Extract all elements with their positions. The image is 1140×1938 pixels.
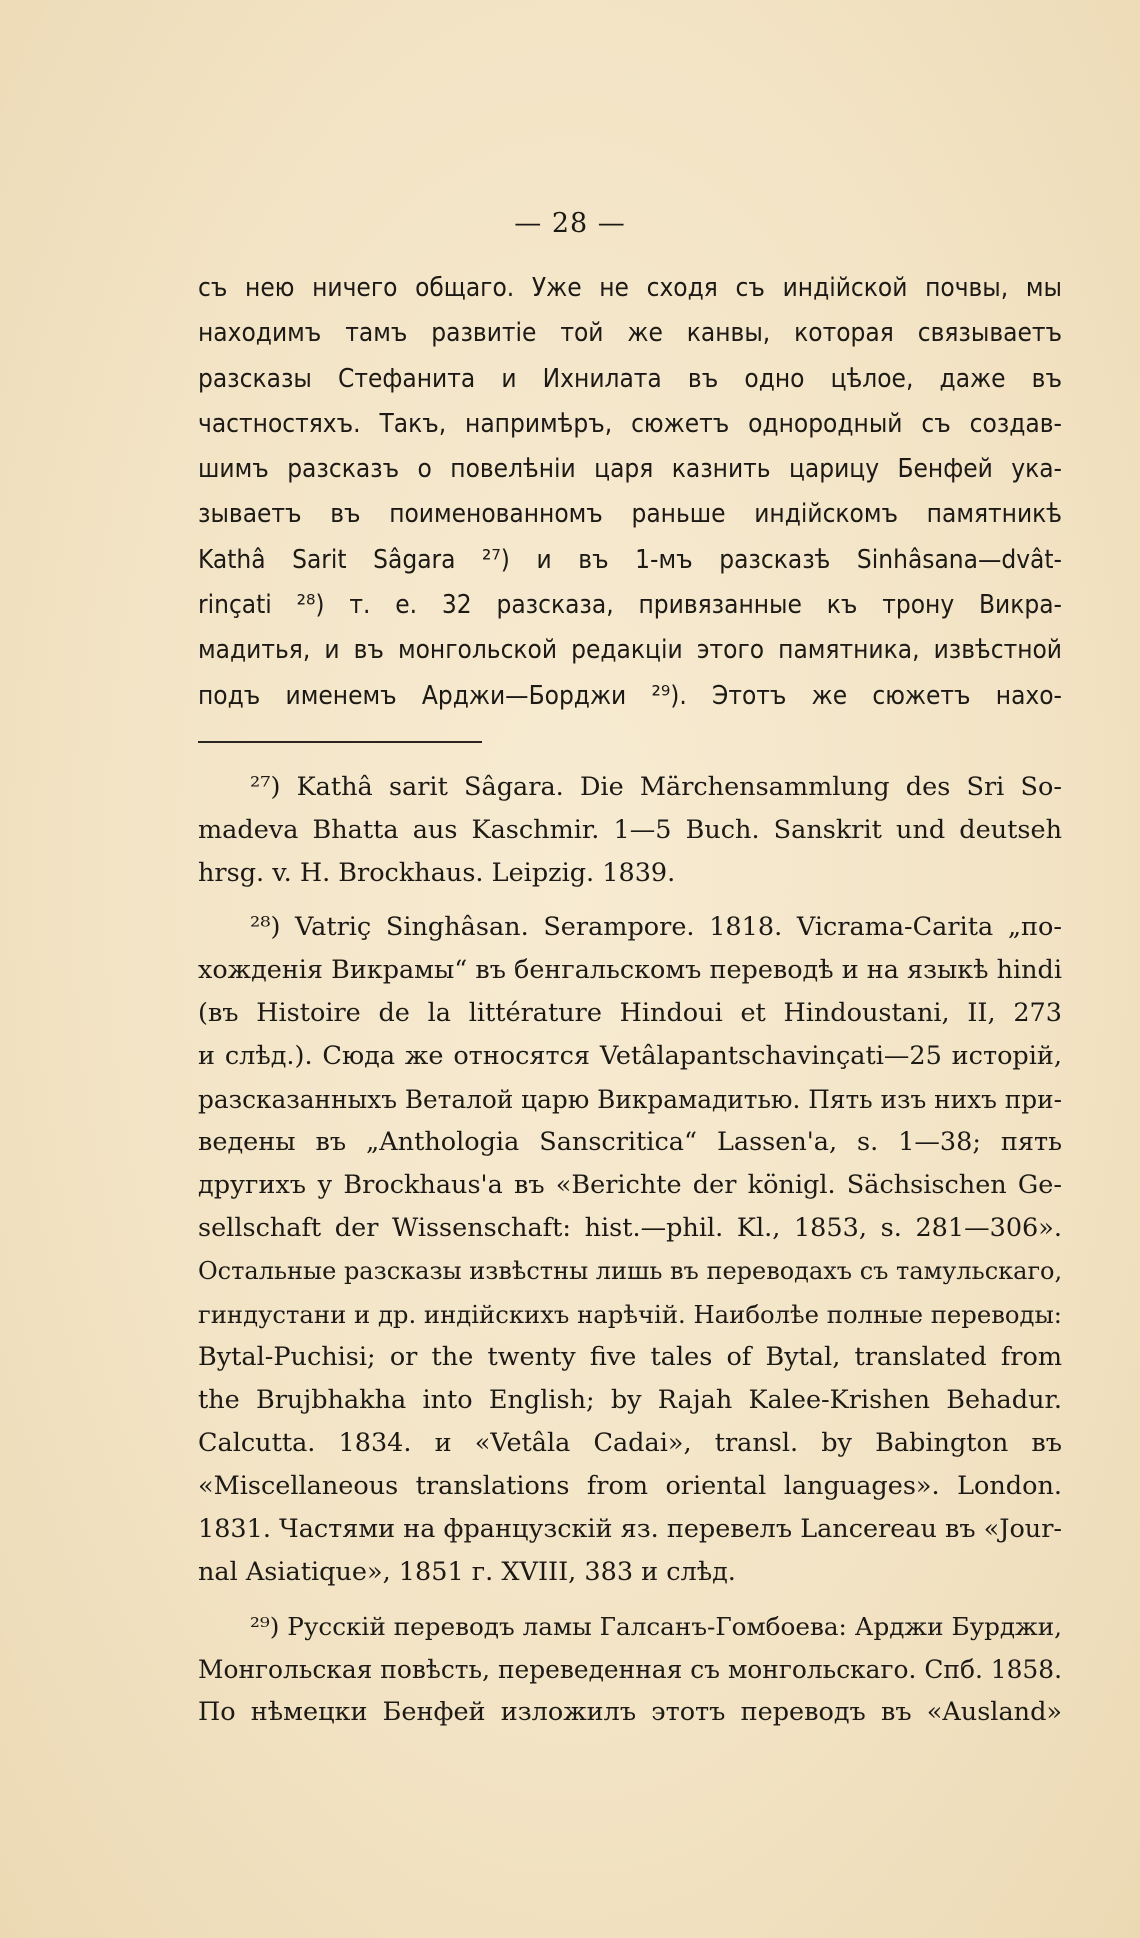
footnote-line: (въ Histoire de la littérature Hindoui et Hindoustani, II, 273 — [198, 998, 1062, 1028]
footnote-line: sellschaft der Wissenschaft: hist.—phil. Kl., 1853, s. 281—306». — [198, 1213, 1062, 1243]
footnote-line: Монгольская повѣсть, переведенная съ монгольскаго. Спб. 1858. — [198, 1655, 1062, 1684]
footnote-line: Calcutta. 1834. и «Vetâla Cadai», transl. by Babington въ — [198, 1428, 1062, 1458]
footnote-line: ²⁹) Русскій переводъ ламы Галсанъ-Гомбоева: Арджи Бурджи, — [250, 1612, 1062, 1641]
page-number: — 28 — — [514, 208, 626, 239]
text-line: разсказы Стефанита и Ихнилата въ одно цѣлое, даже въ — [198, 363, 1062, 394]
text-line: шимъ разсказъ о повелѣніи царя казнить царицу Бенфей ука- — [198, 454, 1062, 485]
footnotes — [198, 766, 1062, 1745]
footnote-line: гиндустани и др. индійскихъ нарѣчій. Наиболѣе полные переводы: — [198, 1300, 1062, 1329]
footnote-line: madeva Bhatta aus Kaschmir. 1—5 Buch. Sanskrit und deutseh — [198, 815, 1062, 845]
text-line: Kathâ Sarit Sâgara ²⁷) и въ 1-мъ разсказѣ Sinhâsana—dvât- — [198, 544, 1062, 575]
text-line: rinçati ²⁸) т. е. 32 разсказа, привязанные къ трону Викра- — [198, 590, 1062, 621]
footnote-28 — [198, 906, 1062, 1594]
footnote-line: По нѣмецки Бенфей изложилъ этотъ переводъ въ «Ausland» — [198, 1697, 1062, 1727]
footnote-29 — [198, 1605, 1062, 1734]
footnote-line: ведены въ „Anthologia Sanscritica“ Lassen'a, s. 1—38; пять — [198, 1127, 1062, 1157]
footnote-line: the Brujbhakha into English; by Rajah Kalee-Krishen Behadur. — [198, 1385, 1062, 1415]
footnote-line: разсказанныхъ Веталой царю Викрамадитью. Пять изъ нихъ при- — [198, 1085, 1062, 1114]
footnote-line: другихъ у Brockhaus'a въ «Berichte der königl. Sächsischen Ge- — [198, 1170, 1062, 1200]
footnote-line: hrsg. v. H. Brockhaus. Leipzig. 1839. — [198, 858, 676, 888]
footnote-line: nal Asiatique», 1851 г. XVIII, 383 и слѣд. — [198, 1557, 736, 1587]
footnote-line: и слѣд.). Сюда же относятся Vetâlapantschavinçati—25 исторій, — [198, 1041, 1062, 1071]
footnote-line: хожденія Викрамы“ въ бенгальскомъ переводѣ и на языкѣ hindi — [198, 955, 1062, 985]
text-line: съ нею ничего общаго. Уже не сходя съ индійской почвы, мы — [198, 273, 1062, 303]
text-line: мадитья, и въ монгольской редакціи этого памятника, извѣстной — [198, 635, 1062, 666]
footnote-line: ²⁷) Kathâ sarit Sâgara. Die Märchensammlung des Sri So- — [250, 772, 1062, 802]
text-line: частностяхъ. Такъ, напримѣръ, сюжетъ однородный съ создав- — [198, 408, 1062, 439]
text-line: подъ именемъ Арджи—Борджи ²⁹). Этотъ же сюжетъ нахо- — [198, 680, 1062, 711]
footnote-line: Bytal-Puchisi; or the twenty five tales of Bytal, translated from — [198, 1342, 1062, 1372]
text-line: зываетъ въ поименованномъ раньше индійскомъ памятникѣ — [198, 499, 1062, 530]
footnote-line: 1831. Частями на французскій яз. перевелъ Lancereau въ «Jour- — [198, 1514, 1062, 1544]
footnote-divider — [198, 741, 482, 743]
footnote-line: Остальные разсказы извѣстны лишь въ переводахъ съ тамульскаго, — [198, 1257, 1063, 1285]
footnote-line: «Miscellaneous translations from oriental languages». London. — [198, 1471, 1062, 1501]
text-line: находимъ тамъ развитіе той же канвы, которая связываетъ — [198, 318, 1062, 349]
footnote-27 — [198, 766, 1062, 895]
main-text — [198, 266, 1062, 719]
footnote-line: ²⁸) Vatriç Singhâsan. Serampore. 1818. Vicrama-Carita „по- — [250, 912, 1062, 942]
